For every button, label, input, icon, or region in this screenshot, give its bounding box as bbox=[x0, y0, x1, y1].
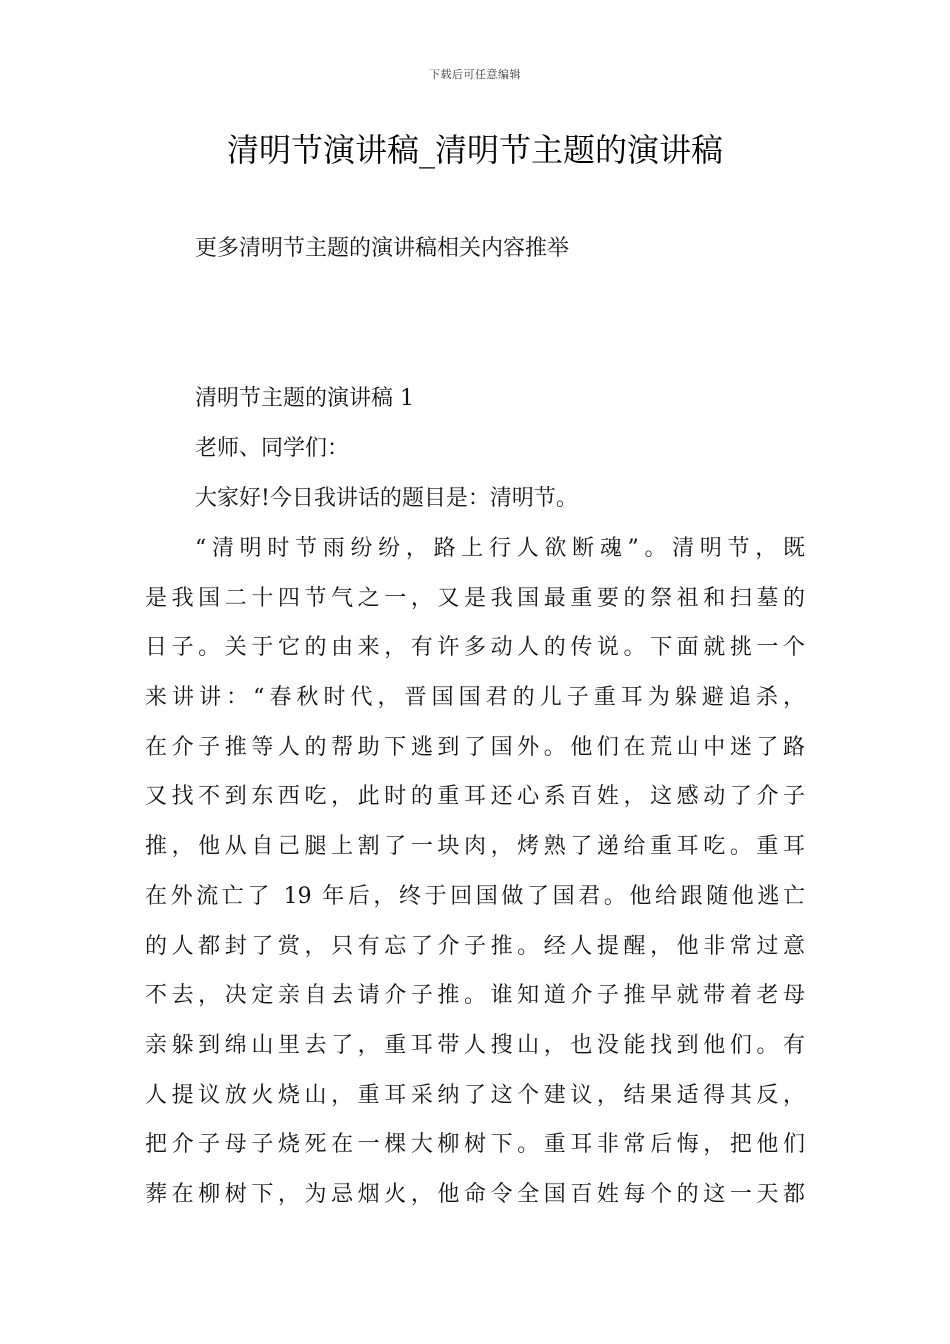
body-line: 是我国二十四节气之一，又是我国最重要的祭祖和扫墓的 bbox=[145, 585, 805, 611]
body-paragraph bbox=[145, 532, 805, 1228]
header-note: 下载后可任意编辑 bbox=[429, 68, 521, 81]
body-line: 在介子推等人的帮助下逃到了国外。他们在荒山中迷了路 bbox=[145, 734, 805, 760]
greeting-line: 老师、同学们： bbox=[195, 436, 350, 461]
body-line: 不去，决定亲自去请介子推。谁知道介子推早就带着老母 bbox=[145, 983, 805, 1009]
body-line: 葬在柳树下，为忌烟火，他命令全国百姓每个的这一天都 bbox=[145, 1181, 805, 1207]
section-heading: 清明节主题的演讲稿 1 bbox=[195, 386, 414, 411]
body-line: “清明时节雨纷纷，路上行人欲断魂”。清明节，既 bbox=[195, 536, 805, 561]
body-line: 日子。关于它的由来，有许多动人的传说。下面就挑一个 bbox=[145, 635, 805, 661]
body-line: 又找不到东西吃，此时的重耳还心系百姓，这感动了介子 bbox=[145, 784, 805, 810]
body-line: 亲躲到绵山里去了，重耳带人搜山，也没能找到他们。有 bbox=[145, 1032, 805, 1058]
body-line: 推，他从自己腿上割了一块肉，烤熟了递给重耳吃。重耳 bbox=[145, 834, 805, 860]
body-line: 人提议放火烧山，重耳采纳了这个建议，结果适得其反， bbox=[145, 1082, 805, 1108]
document-title: 清明节演讲稿_清明节主题的演讲稿 bbox=[226, 131, 723, 169]
body-line: 的人都封了赏，只有忘了介子推。经人提醒，他非常过意 bbox=[145, 933, 805, 959]
body-line: 在外流亡了 19 年后，终于回国做了国君。他给跟随他逃亡 bbox=[145, 883, 805, 909]
document-subtitle: 更多清明节主题的演讲稿相关内容推举 bbox=[195, 236, 570, 261]
body-line: 把介子母子烧死在一棵大柳树下。重耳非常后悔，把他们 bbox=[145, 1132, 805, 1158]
intro-line: 大家好!今日我讲话的题目是：清明节。 bbox=[195, 486, 578, 511]
body-line: 来讲讲：“春秋时代，晋国国君的儿子重耳为躲避追杀， bbox=[145, 685, 805, 711]
